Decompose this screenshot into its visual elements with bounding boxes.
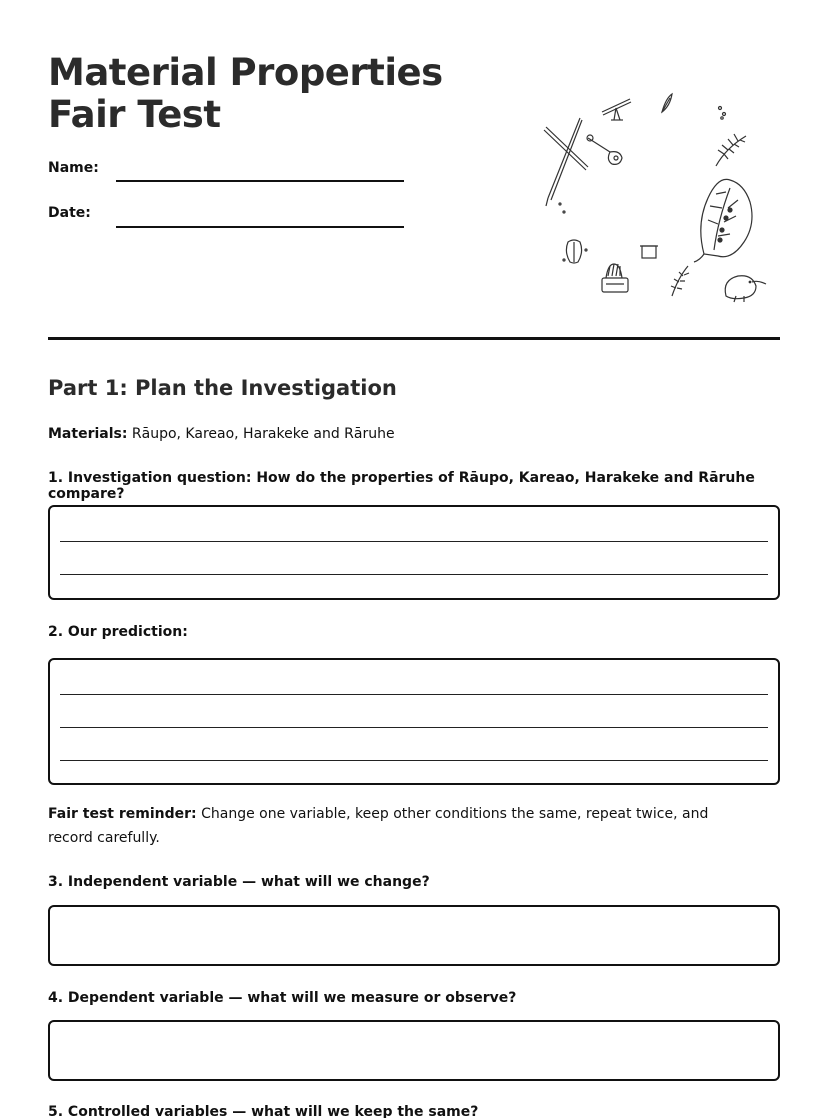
stick-cross-icon [544, 118, 588, 213]
reminder-text: Change one variable, keep other conditions the same, repeat twice, and record carefully. [48, 806, 709, 846]
leaf-cluster-icon [694, 179, 752, 262]
harakeke-bundle-icon [602, 264, 628, 292]
writing-line [60, 694, 768, 695]
question-5: 5. Controlled variables — what will we keep the same? [48, 1104, 479, 1118]
page-title: Material Properties Fair Test [48, 51, 443, 136]
writing-line [60, 574, 768, 575]
kiwi-bird-icon [725, 276, 766, 302]
section-divider [48, 337, 780, 340]
name-field[interactable] [116, 180, 404, 182]
seeds-icon [719, 107, 726, 120]
materials-line [48, 422, 395, 446]
date-label: Date: [48, 205, 91, 221]
question-2: 2. Our prediction: [48, 624, 188, 640]
tripod-icon [602, 99, 631, 120]
fern-leaf-icon [716, 134, 746, 166]
materials-value: Rāupo, Kareao, Harakeke and Rāruhe [127, 426, 395, 442]
reminder-label: Fair test reminder: [48, 806, 197, 822]
rattle-icon [587, 135, 622, 164]
answer-box-1[interactable] [48, 505, 780, 600]
part-1-heading: Part 1: Plan the Investigation [48, 376, 397, 400]
name-label: Name: [48, 160, 99, 176]
fair-test-reminder [48, 802, 748, 850]
materials-label: Materials: [48, 426, 128, 442]
question-1: 1. Investigation question: How do the properties of Rāupo, Kareao, Harakeke and Rāruhe compare? [48, 470, 755, 502]
writing-line [60, 727, 768, 728]
leaf-icon [662, 94, 672, 112]
date-field[interactable] [116, 226, 404, 228]
answer-box-4[interactable] [48, 1020, 780, 1081]
bulb-icon [563, 240, 587, 263]
writing-line [60, 760, 768, 761]
answer-box-2[interactable] [48, 658, 780, 785]
answer-box-3[interactable] [48, 905, 780, 966]
small-fern-icon [671, 266, 689, 296]
writing-line [60, 541, 768, 542]
question-4: 4. Dependent variable — what will we measure or observe? [48, 990, 517, 1006]
question-3: 3. Independent variable — what will we change? [48, 874, 430, 890]
frame-icon [640, 246, 658, 258]
materials-illustration [538, 90, 770, 305]
